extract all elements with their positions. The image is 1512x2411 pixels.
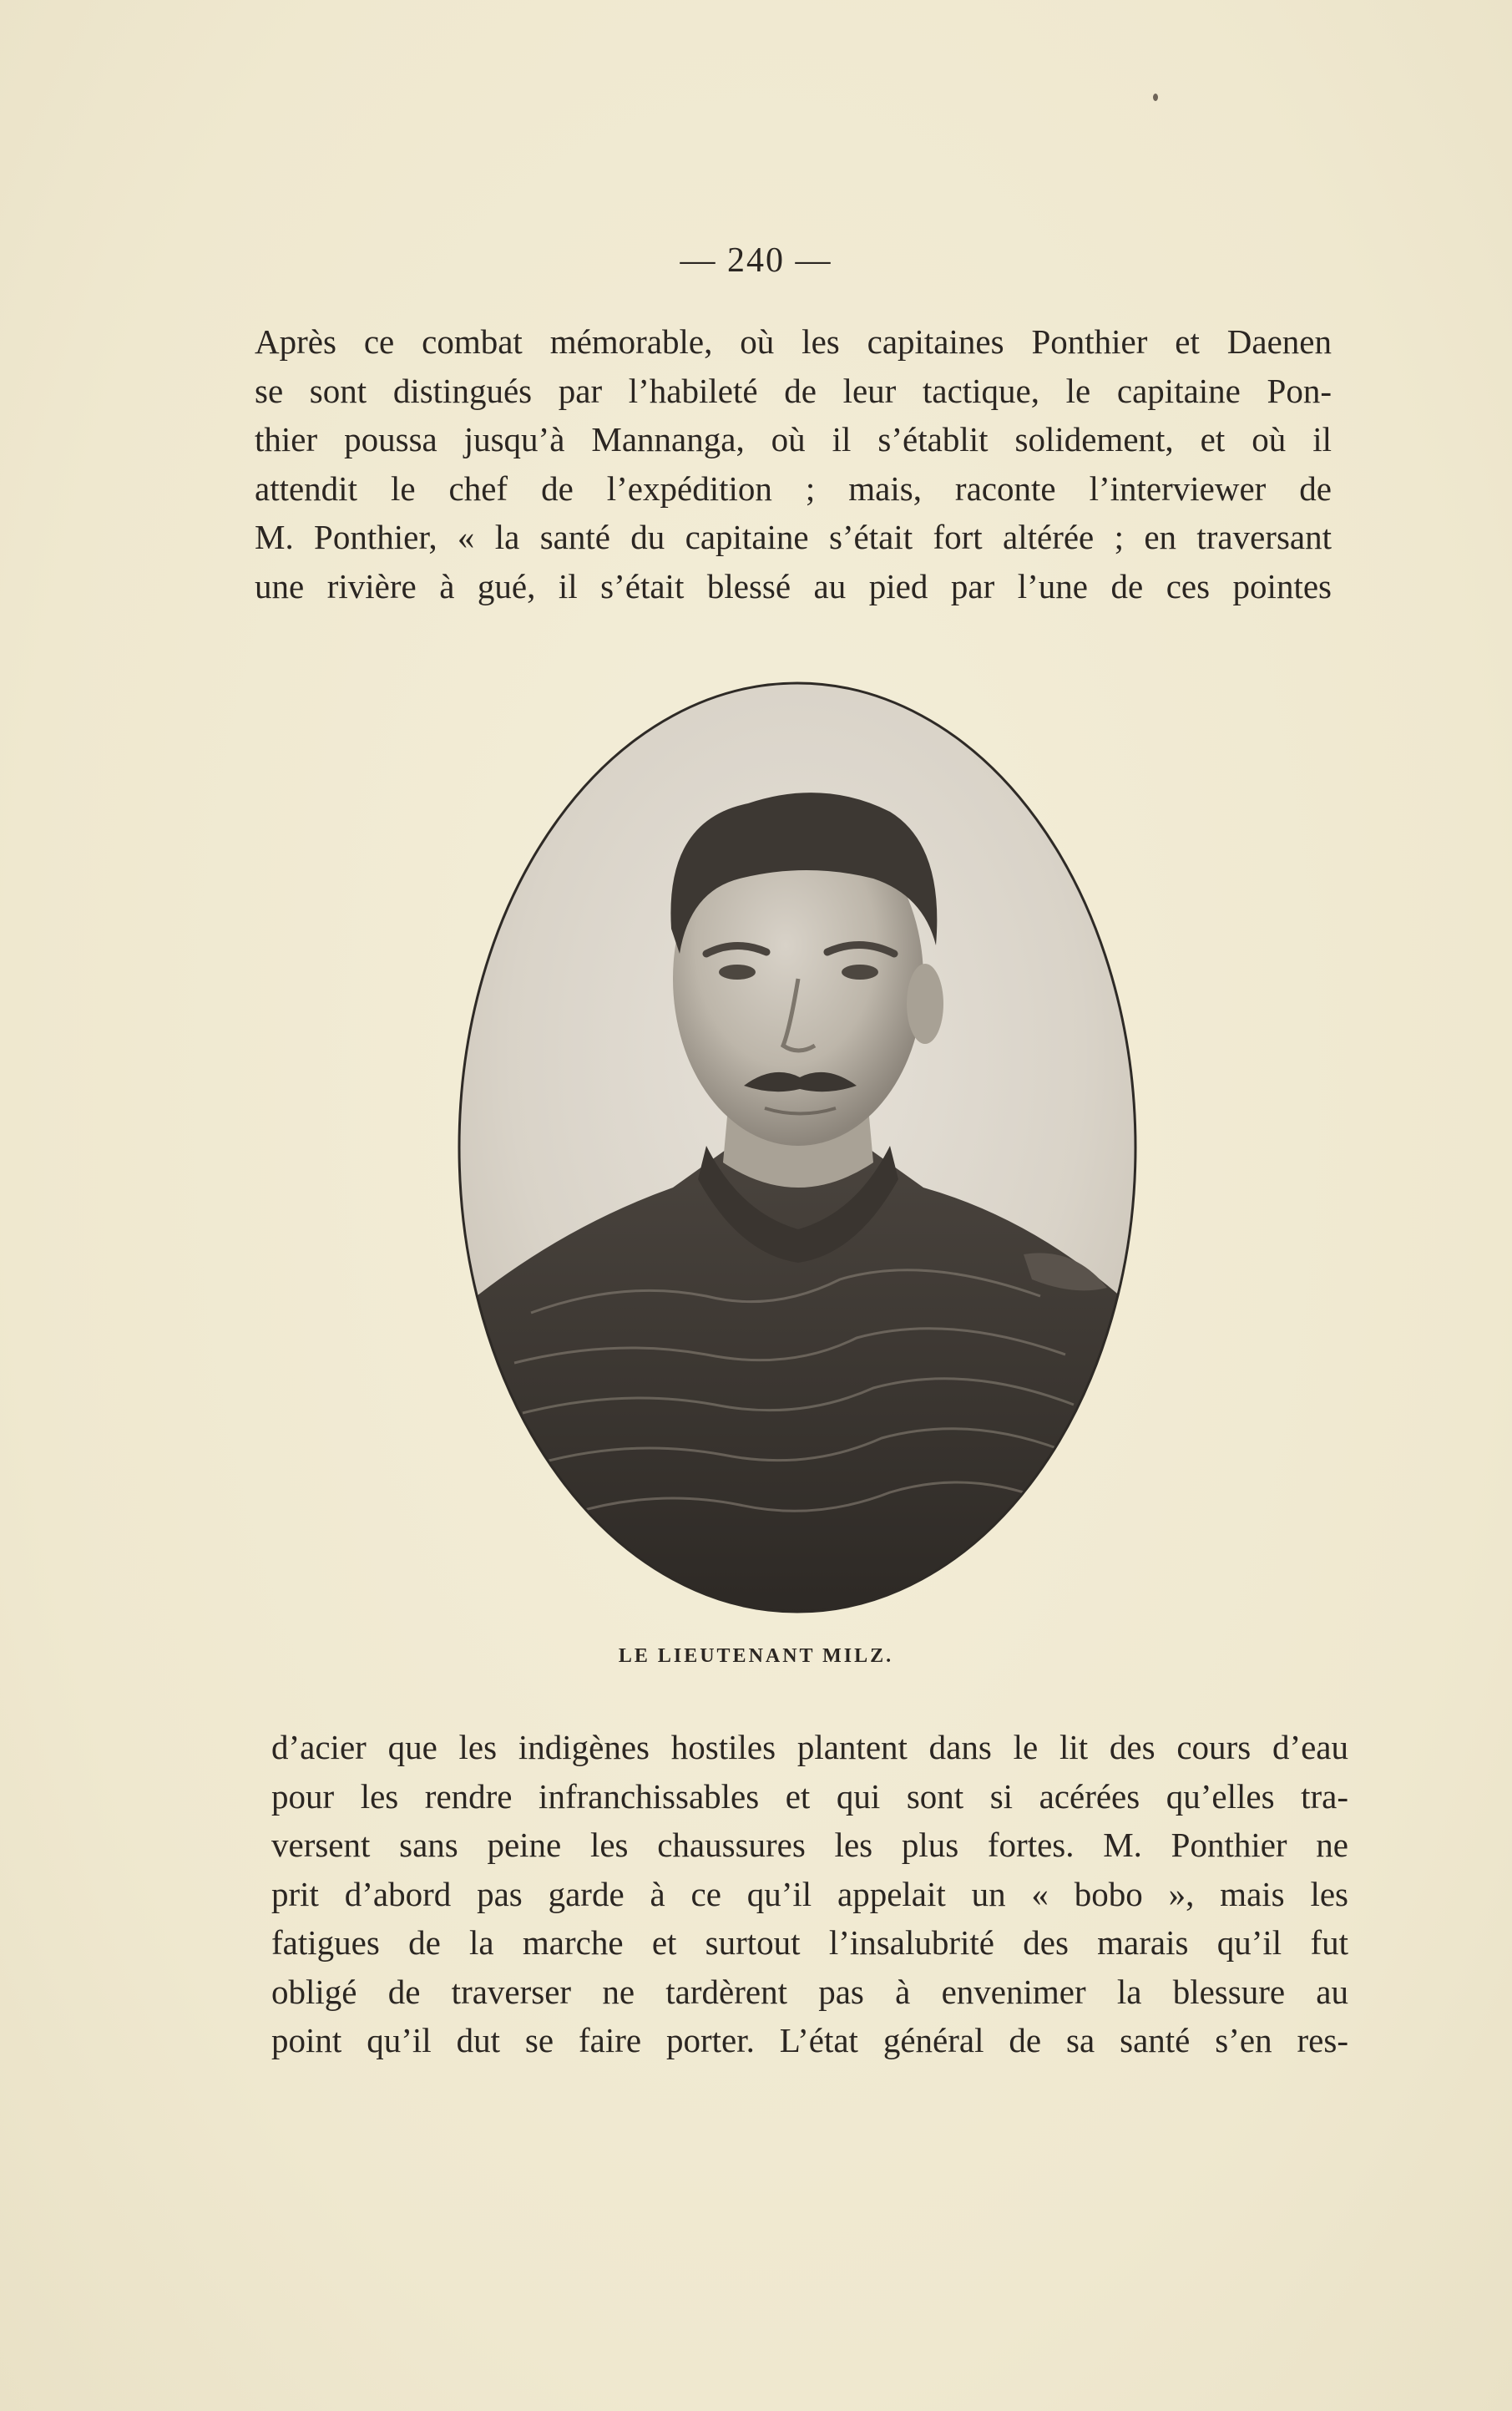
text-line: obligé de traverser ne tardèrent pas à envenimer la blessure au xyxy=(271,1972,1348,2011)
ink-speck xyxy=(1153,94,1158,101)
text-line: attendit le chef de l’expédition ; mais, raconte l’interviewer de xyxy=(255,469,1332,508)
text-line: d’acier que les indigènes hostiles plantent dans le lit des cours d’eau xyxy=(271,1728,1348,1766)
text-line: une rivière à gué, il s’était blessé au pied par l’une de ces pointes xyxy=(255,566,1332,605)
text-line: fatigues de la marche et surtout l’insalubrité des marais qu’il fut xyxy=(271,1923,1348,1962)
text-line: point qu’il dut se faire porter. L’état général de sa santé s’en res- xyxy=(271,2021,1348,2059)
paragraph-top xyxy=(255,317,1332,610)
text-line: thier poussa jusqu’à Mannanga, où il s’établit solidement, et où il xyxy=(255,420,1332,458)
page-number: — 240 — xyxy=(680,241,832,280)
text-line: M. Ponthier, « la santé du capitaine s’était fort altérée ; en traversant xyxy=(255,518,1332,556)
text-line: versent sans peine les chaussures les plus fortes. M. Ponthier ne xyxy=(271,1826,1348,1864)
text-line: prit d’abord pas garde à ce qu’il appelait un « bobo », mais les xyxy=(271,1874,1348,1913)
text-line: Après ce combat mémorable, où les capitaines Ponthier et Daenen xyxy=(255,322,1332,361)
portrait-photo xyxy=(456,678,1139,1617)
figure-caption: LE LIEUTENANT MILZ. xyxy=(618,1645,894,1667)
text-line: se sont distingués par l’habileté de leur tactique, le capitaine Pon- xyxy=(255,371,1332,410)
paragraph-bottom xyxy=(271,1723,1348,2065)
text-line: pour les rendre infranchissables et qui sont si acérées qu’elles tra- xyxy=(271,1776,1348,1816)
